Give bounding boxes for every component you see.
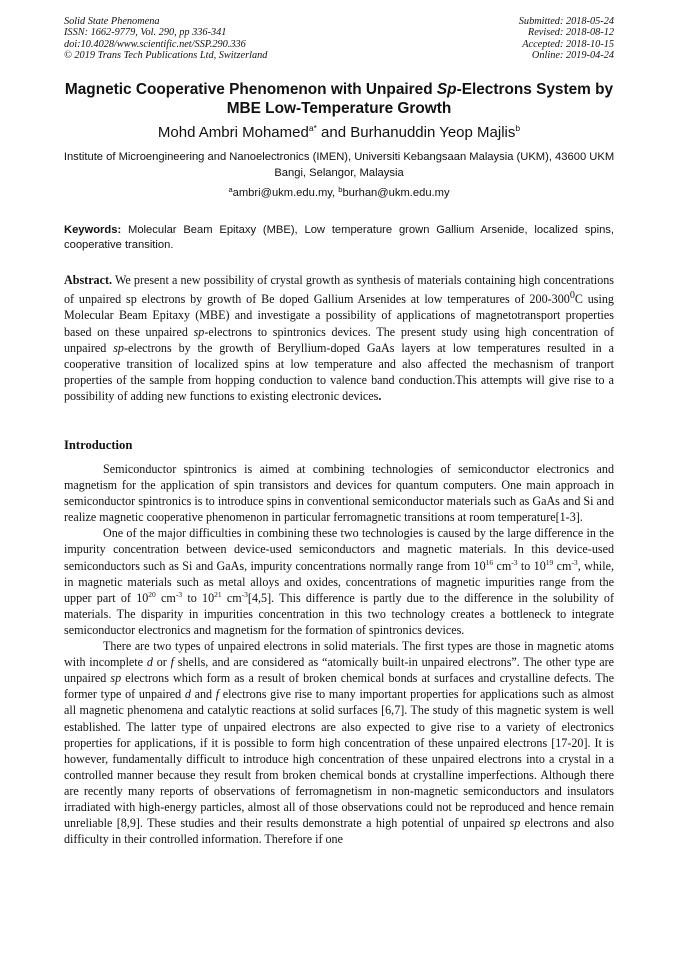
journal-info [64,16,267,62]
abstract-period: . [378,389,382,404]
abstract-italic: sp [193,324,205,339]
title-text-2: -Electrons System by MBE Low-Temperature Growth [226,81,614,117]
abstract [64,272,614,405]
title-text-1: Magnetic Cooperative Phenomenon with Unpaired [64,81,437,98]
revised-date: Revised: 2018-08-12 [527,27,614,39]
journal-name: Solid State Phenomena [64,16,160,27]
section-heading-introduction: Introduction [64,438,133,452]
online-date: Online: 2019-04-24 [531,50,614,62]
paragraph-3: There are two types of unpaired electrons in solid materials. The first types are those in magnetic atoms with incomplete d or f shells, and are considered as “atomically built-in unpaired electrons”. The other type are unpaired sp electrons which form as a result of broken chemical bonds at surfaces and crystalline defects. The former type of unpaired d and f electrons give rise to many important properties for applications such as almost all magnetic phenomena and catalytic reactions at solid surfaces [6,7]. The study of this magnetic system is well established. The latter type of unpaired electrons are also expected to give rise to a variety of electronics properties for applications, if it is possible to form high concentration of these unpaired electrons [17-20]. It is however, fundamentally difficult to introduce high concentration of these unpaired electrons into a crystal in a controlled manner because they result from broken chemical bonds at crystalline imperfections. Although there are recently many reports of observations of ferromagnetism in non-magnetic semiconductors and insulators irradiated with high-energy particles, almost all of those observations could not be reproduced and hence remain unreliable [8,9]. These studies and their results demonstrate a high potential of unpaired sp electrons and also difficulty in their controlled information. Therefore if one [64,639,615,847]
doi-line: doi:10.4028/www.scientific.net/SSP.290.336 [64,38,246,50]
abstract-text: C using Molecular Beam Epitaxy (MBE) and investigate a possibility of applications of magnetotransport properties based on these unpaired [64,292,614,339]
copyright-line: © 2019 Trans Tech Publications Ltd, Switzerland [64,50,268,62]
email-b[interactable]: burhan@ukm.edu.my [342,187,450,199]
submitted-date: Submitted: 2018-05-24 [518,16,614,27]
author-list [56,123,622,142]
paragraph-2: One of the major difficulties in combining these two technologies is caused by the large difference in the impurity concentration between device-used semiconductors and magnetic materials. In this device-used semiconductors such as Si and GaAs, impurity concentrations normally range from $10^{16}$ $cm^{-3}$ to $10^{19}$ $cm^{-3}$, while, in magnetic materials such as metal alloys and oxides, concentrations of magnetic impurities range from the upper part of $10^{20}$ $cm^{-3}$ to $10^{21}$ $cm^{-3}[4,5]$. This difference is partly due to the difference in the solubility of materials. The disparity in impurities concentration in this two technology creates a bottleneck to integrate semiconductor electronics and magnetism for the formation of spintronics devices. [64,526,614,637]
paragraph-1: Semiconductor spintronics is aimed at combining technologies of semiconductor electronics and magnetism for the application of spin transistors and devices for quantum computers. One main approach in semiconductor spintronics is to introduce spins in conventional semiconductor materials such as GaAs and Si and realize magnetic cooperative phenomenon in particular ferromagnetic transitions at room temperature[1-3]. [64,462,614,525]
abstract-text: -electrons by the growth of Beryllium-doped GaAs layers at low temperatures resulted in a cooperative transition of localized spins at low temperature and also affected the mechasnism of tranport properties of the sample from hopping conduction to valence band conduction.This attempts will give rise to a possibility of adding new functions to existing electronic devices [64,340,614,404]
abstract-italic: sp [113,340,124,355]
abstract-text: -electrons to spintronics devices. The present study using high concentration of unpaired [64,324,614,355]
paper-title [56,80,622,118]
keywords-text: Molecular Beam Epitaxy (MBE), Low temperature grown Gallium Arsenide, localized spins, cooperative transition. [64,224,614,251]
abstract-label: Abstract. [64,273,113,287]
accepted-date: Accepted: 2018-10-15 [522,38,614,50]
introduction-body [64,461,614,847]
publication-dates [519,16,614,62]
author-emails [56,185,622,201]
keywords [64,223,614,253]
author-2: Burhanuddin Yeop Majlis [350,124,516,141]
email-a[interactable]: ambri@ukm.edu.my, [232,187,339,199]
author-1-mark: a* [308,123,317,133]
title-italic: Sp [436,81,457,98]
email-b-mark: b [338,185,343,194]
abstract-sup: 0 [569,290,575,302]
author-2-mark: b [515,123,521,133]
issn-line: ISSN: 1662-9779, Vol. 290, pp 336-341 [64,27,227,39]
abstract-text: We present a new possibility of crystal growth as synthesis of materials containing high concentrations of unpaired sp electrons by growth of Be doped Gallium Arsenides at low temperatures of 200-300 [64,273,614,307]
email-a-mark: a [228,185,233,194]
affiliation: Institute of Microengineering and Nanoelectronics (IMEN), Universiti Kebangsaan Malaysia (UKM), 43600 UKM Bangi, Selangor, Malaysia [63,151,615,179]
keywords-label: Keywords: [64,224,122,236]
author-1: Mohd Ambri Mohamed [157,124,309,141]
author-conjunction: and [316,124,351,141]
